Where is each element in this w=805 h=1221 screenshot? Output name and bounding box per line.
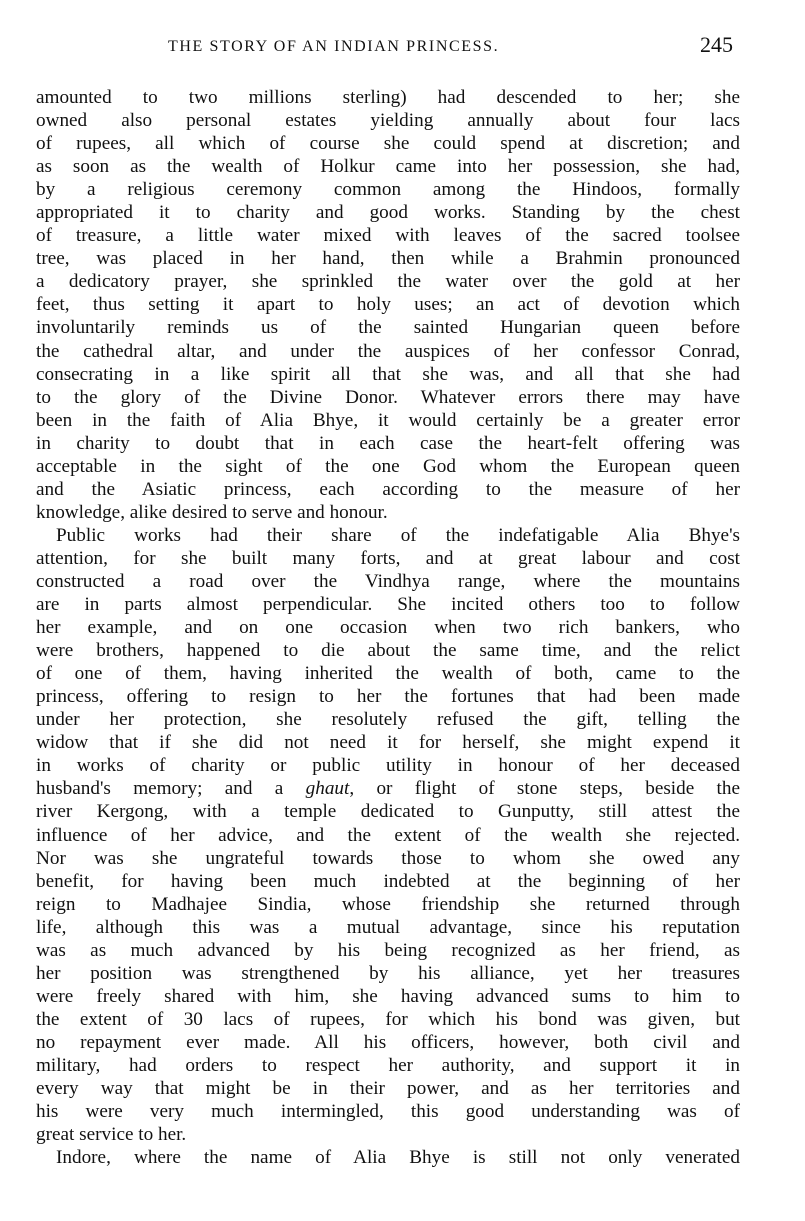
text-line-with-italic [36, 777, 740, 800]
text-line: of treasure, a little water mixed with leaves of the sacred toolsee [36, 225, 740, 247]
italic-term-ghaut: ghaut [305, 778, 350, 800]
text-line: under her protection, she resolutely refused the gift, telling the [36, 709, 740, 731]
text-line: her example, and on one occasion when two rich bankers, who [36, 617, 740, 639]
text-line: been in the faith of Alia Bhye, it would certainly be a greater error [36, 409, 740, 431]
text-line: as soon as the wealth of Holkur came into her possession, she had, [36, 156, 740, 178]
text-line: feet, thus setting it apart to holy uses; an act of devotion which [36, 294, 740, 316]
text-line: involuntarily reminds us of the sainted Hungarian queen before [36, 317, 740, 339]
text-line: attention, for she built many forts, and at great labour and cost [36, 547, 740, 569]
text-line: amounted to two millions sterling) had descended to her; she [36, 87, 740, 108]
text-line: consecrating in a like spirit all that she was, and all that she had [36, 363, 740, 385]
text-line: the cathedral altar, and under the auspices of her confessor Conrad, [36, 340, 740, 362]
text-line: by a religious ceremony common among the Hindoos, formally [36, 179, 740, 201]
text-line: river Kergong, with a temple dedicated to Gunputty, still attest the [36, 801, 740, 823]
text-line: his were very much intermingled, this good understanding was of [36, 1101, 740, 1123]
text-line: military, had orders to respect her authority, and support it in [36, 1054, 740, 1076]
text-line: influence of her advice, and the extent of the wealth she rejected. [36, 824, 740, 846]
text-line: her position was strengthened by his alliance, yet her treasures [36, 962, 740, 984]
text-line: are in parts almost perpendicular. She incited others too to follow [36, 594, 740, 616]
text-line: was as much advanced by his being recognized as her friend, as [36, 939, 740, 961]
text-line: appropriated it to charity and good works. Standing by the chest [36, 202, 740, 224]
paragraph-last-line: great service to her. [36, 1124, 187, 1146]
text-line: and the Asiatic princess, each according to the measure of her [36, 478, 740, 500]
text-segment: husband's memory; and a [36, 778, 306, 800]
body-text [36, 86, 740, 1169]
text-line: in charity to doubt that in each case the heart-felt offering was [36, 432, 740, 454]
text-line: a dedicatory prayer, she sprinkled the water over the gold at her [36, 271, 740, 293]
text-line: to the glory of the Divine Donor. Whatever errors there may have [36, 386, 740, 408]
text-line: tree, was placed in her hand, then while a Brahmin pronounced [36, 248, 740, 270]
page-number: 245 [700, 32, 733, 57]
text-line: widow that if she did not need it for herself, she might expend it [36, 732, 740, 754]
text-line: of rupees, all which of course she could spend at discretion; and [36, 133, 740, 155]
text-line: were freely shared with him, she having advanced sums to him to [36, 985, 740, 1007]
text-line: constructed a road over the Vindhya range, where the mountains [36, 570, 740, 592]
text-line: Nor was she ungrateful towards those to whom she owed any [36, 847, 740, 869]
paragraph-first-line: Indore, where the name of Alia Bhye is still not only venerated [56, 1147, 740, 1169]
text-line: in works of charity or public utility in honour of her deceased [36, 755, 740, 777]
text-line: acceptable in the sight of the one God whom the European queen [36, 455, 740, 477]
text-line: no repayment ever made. All his officers, however, both civil and [36, 1031, 740, 1053]
text-line: reign to Madhajee Sindia, whose friendship she returned through [36, 893, 740, 915]
paragraph-first-line: Public works had their share of the indefatigable Alia Bhye's [56, 524, 740, 546]
paragraph-last-line: knowledge, alike desired to serve and honour. [36, 501, 388, 523]
text-line: of one of them, having inherited the wealth of both, came to the [36, 663, 740, 685]
running-head [0, 32, 805, 62]
running-title: THE STORY OF AN INDIAN PRINCESS. [168, 38, 500, 55]
text-line: the extent of 30 lacs of rupees, for which his bond was given, but [36, 1008, 740, 1030]
text-line: princess, offering to resign to her the fortunes that had been made [36, 686, 740, 708]
text-line: benefit, for having been much indebted at the beginning of her [36, 870, 740, 892]
text-line: life, although this was a mutual advantage, since his reputation [36, 916, 740, 938]
text-line: every way that might be in their power, and as her territories and [36, 1078, 740, 1100]
text-segment: , or flight of stone steps, beside the [349, 778, 740, 800]
text-line: owned also personal estates yielding annually about four lacs [36, 110, 740, 132]
text-line: were brothers, happened to die about the same time, and the relict [36, 640, 740, 662]
